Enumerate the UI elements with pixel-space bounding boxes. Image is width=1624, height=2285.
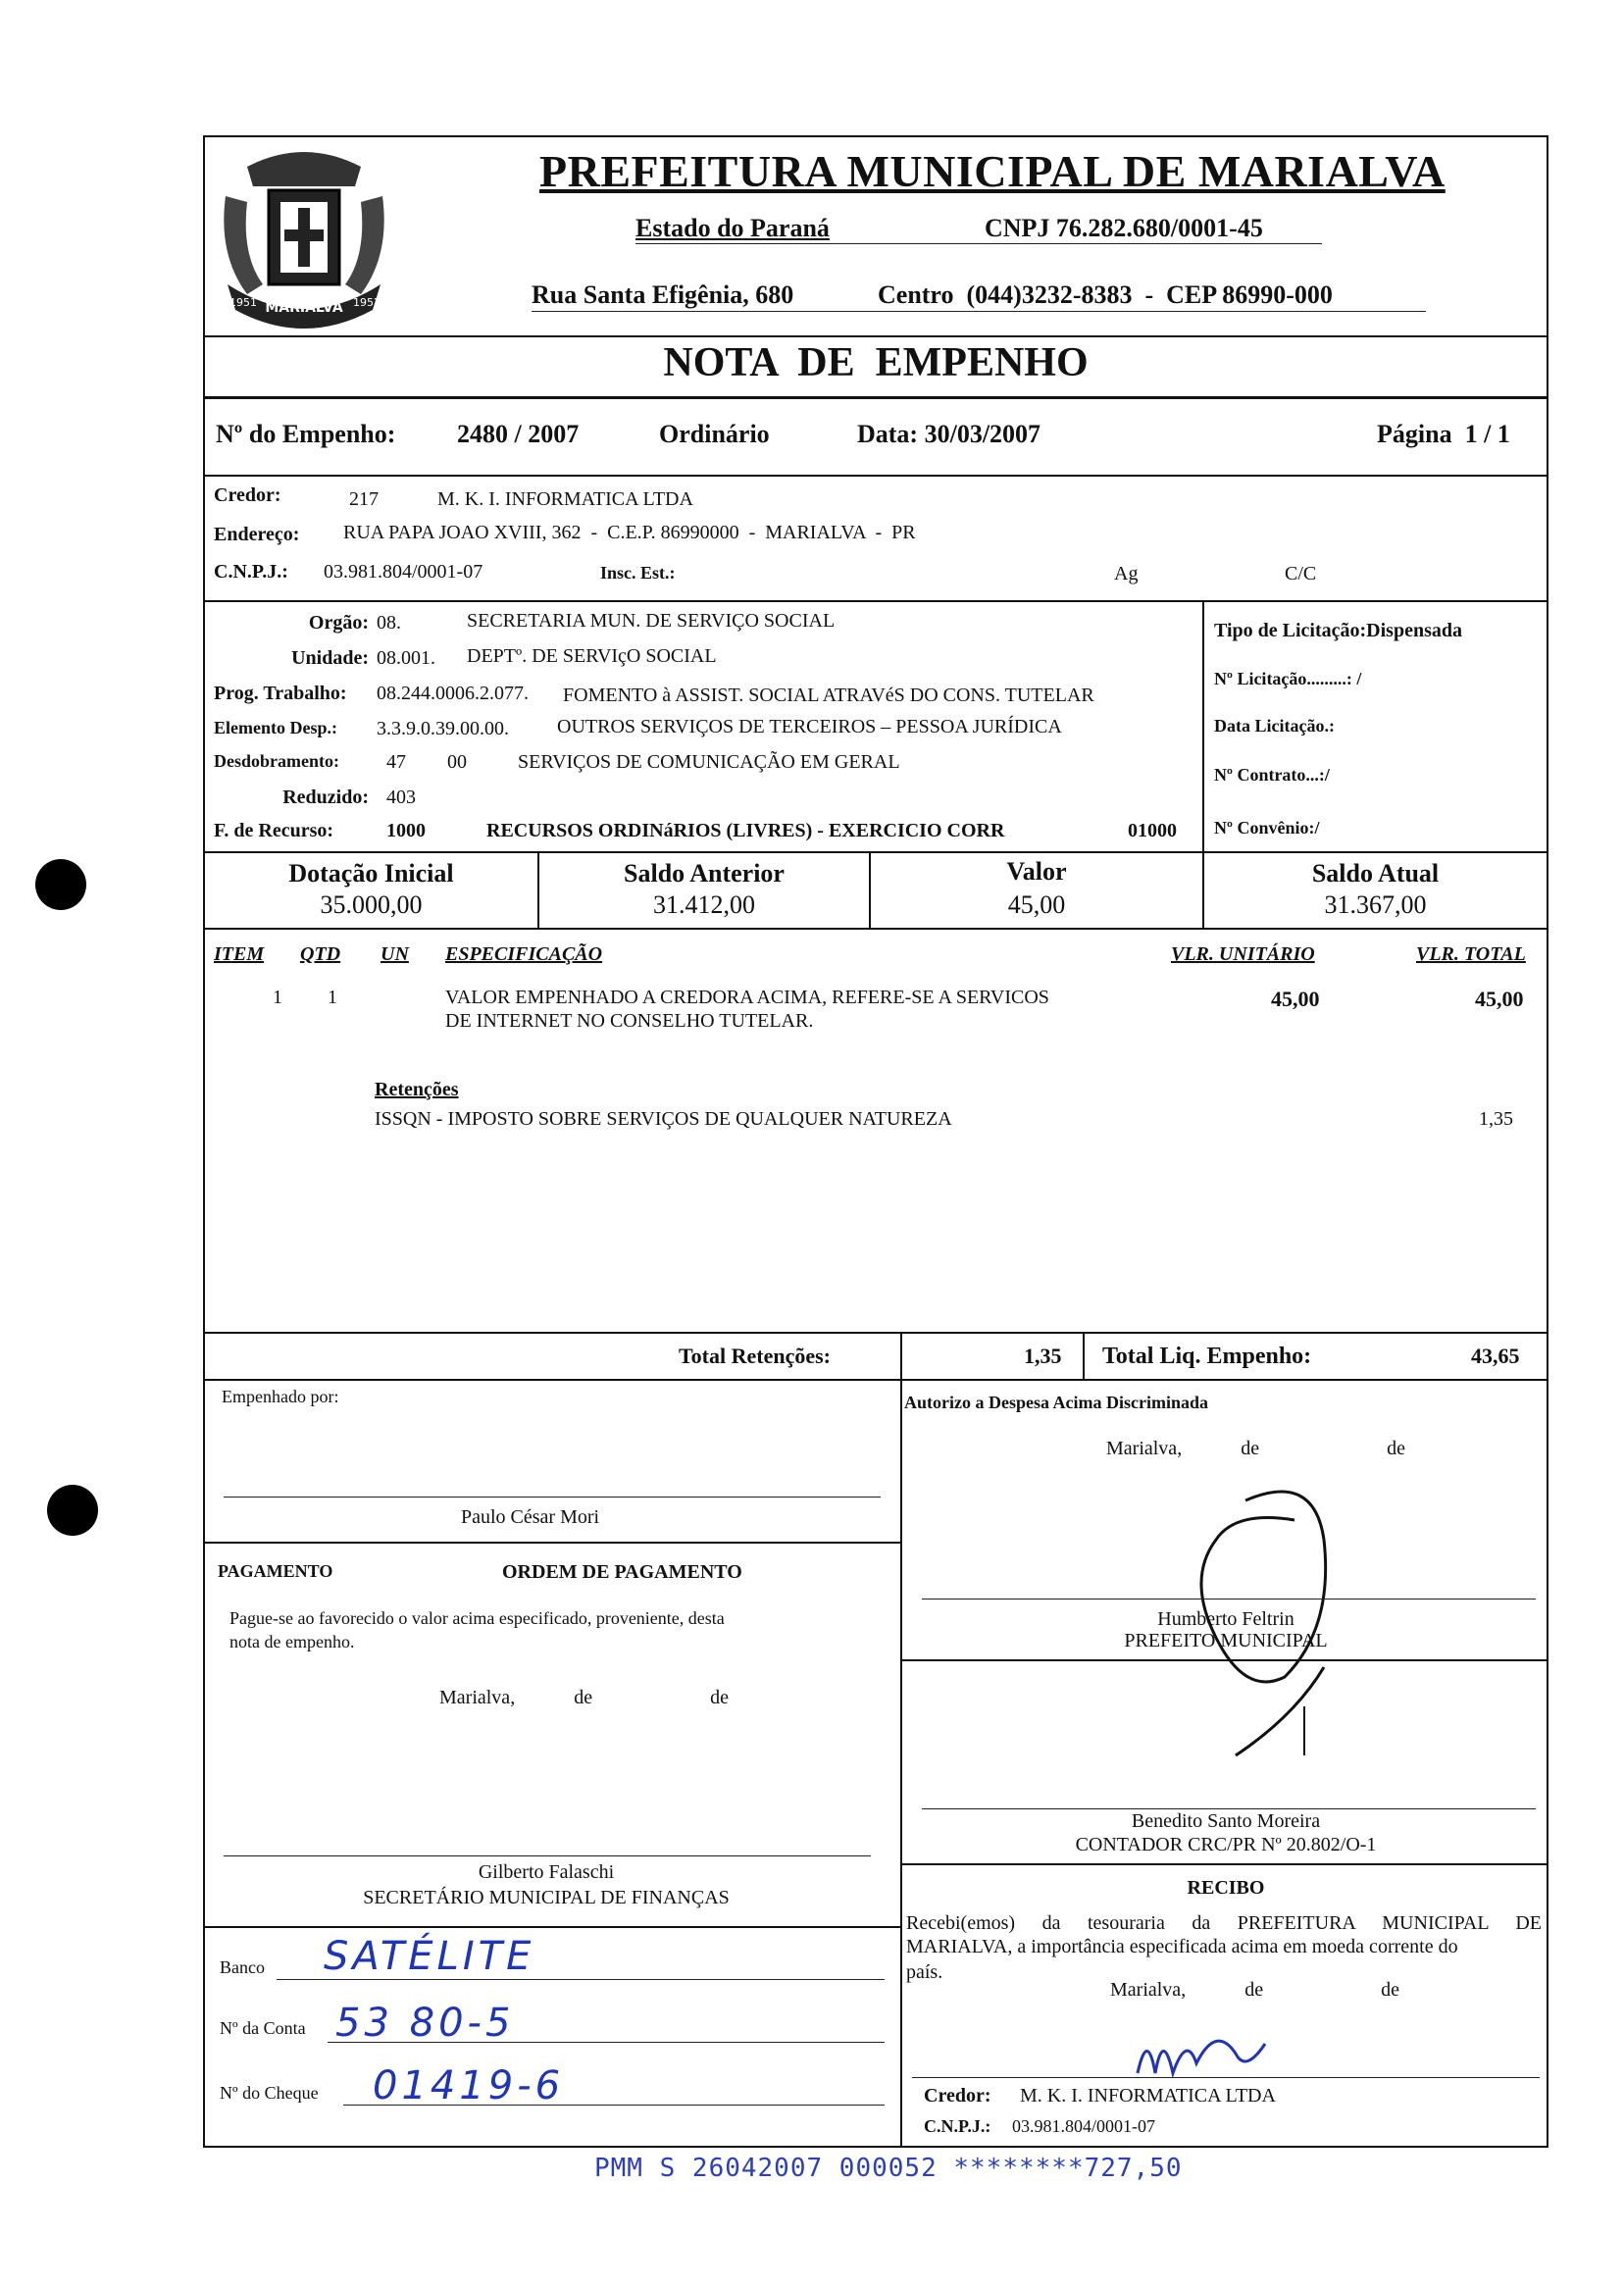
credor-code: 217: [349, 488, 379, 510]
desdob-name: SERVIÇOS DE COMUNICAÇÃO EM GERAL: [518, 751, 900, 773]
saldo-anterior-value: 31.412,00: [653, 890, 755, 919]
binder-hole-bottom: [47, 1485, 98, 1536]
header-cnpj: CNPJ 76.282.680/0001-45: [985, 214, 1263, 242]
cc-label: C/C: [1285, 563, 1317, 584]
header-title: PREFEITURA MUNICIPAL DE MARIALVA: [539, 146, 1446, 196]
row-item: 1: [273, 987, 282, 1008]
svg-text:1951: 1951: [229, 296, 257, 309]
contador-name: Benedito Santo Moreira: [1131, 1810, 1321, 1832]
reduzido-value: 403: [386, 787, 416, 808]
valor-label: Valor: [1006, 857, 1067, 886]
recurso-code2: 01000: [1128, 820, 1177, 841]
prog-label: Prog. Trabalho:: [214, 683, 347, 704]
pague-line2: nota de empenho.: [229, 1632, 355, 1651]
unidade-label: Unidade:: [291, 647, 369, 669]
empenhado-label: Empenhado por:: [222, 1387, 339, 1406]
recurso-name: RECURSOS ORDINáRIOS (LIVRES) - EXERCICIO CORR: [486, 820, 1005, 841]
col-item-header: ITEM: [214, 943, 265, 965]
conta-value: 53 80-5: [335, 2001, 515, 2046]
col-un-header: UN: [381, 943, 409, 965]
cheque-value: 01419-6: [373, 2063, 565, 2108]
row-total-value: 45,00: [1475, 987, 1524, 1011]
empenho-number-label: Nº do Empenho:: [216, 420, 396, 448]
total-liq-label: Total Liq. Empenho:: [1102, 1344, 1312, 1369]
credor-name: M. K. I. INFORMATICA LTDA: [437, 488, 693, 510]
banco-value: SATÉLITE: [324, 1934, 535, 1979]
autorizo-date-line: Marialva, de de: [1106, 1438, 1405, 1459]
total-retencoes-label: Total Retenções:: [679, 1344, 831, 1368]
contador-role: CONTADOR CRC/PR Nº 20.802/O-1: [1075, 1834, 1377, 1855]
row-unit-value: 45,00: [1271, 987, 1320, 1011]
cheque-print-stamp: PMM S 26042007 000052 ********727,50: [594, 2154, 1183, 2183]
endereco-label: Endereço:: [214, 524, 300, 545]
row-qtd: 1: [328, 987, 337, 1008]
header-state: Estado do Paraná: [635, 214, 830, 242]
orgao-code: 08.: [377, 612, 401, 634]
conta-label: Nº da Conta: [220, 2018, 306, 2038]
ordem-pagamento-label: ORDEM DE PAGAMENTO: [502, 1561, 742, 1583]
cheque-label: Nº do Cheque: [220, 2083, 319, 2103]
prog-name: FOMENTO à ASSIST. SOCIAL ATRAVéS DO CONS. TUTELAR: [563, 685, 1094, 706]
reduzido-label: Reduzido:: [282, 787, 369, 808]
retencao-desc: ISSQN - IMPOSTO SOBRE SERVIÇOS DE QUALQUER NATUREZA: [375, 1108, 952, 1130]
recibo-line2: MARIALVA, a importância especificada acima em moeda corrente do: [906, 1936, 1458, 1957]
tipo-licitacao: Tipo de Licitação:Dispensada: [1214, 620, 1462, 641]
recibo-credor-name: M. K. I. INFORMATICA LTDA: [1020, 2085, 1276, 2107]
empenho-type: Ordinário: [659, 420, 770, 448]
n-contrato: Nº Contrato...:/: [1214, 765, 1330, 785]
credor-signature: [1128, 2024, 1275, 2093]
cnpj-value: 03.981.804/0001-07: [324, 561, 483, 583]
col-vlr-unitario-header: VLR. UNITÁRIO: [1171, 943, 1315, 965]
binder-hole-top: [35, 859, 86, 910]
orgao-label: Orgão:: [308, 612, 369, 634]
row-spec-line1: VALOR EMPENHADO A CREDORA ACIMA, REFERE-SE A SERVICOS: [445, 987, 1049, 1008]
total-retencoes-value: 1,35: [1024, 1344, 1062, 1368]
header-address: Rua Santa Efigênia, 680: [532, 280, 794, 309]
empenho-number: 2480 / 2007: [457, 420, 580, 448]
unidade-code: 08.001.: [377, 647, 435, 669]
recibo-title: RECIBO: [1187, 1877, 1265, 1899]
elemento-label: Elemento Desp.:: [214, 718, 337, 737]
svg-text:MARIALVA: MARIALVA: [265, 300, 343, 316]
saldo-atual-label: Saldo Atual: [1311, 859, 1440, 888]
valor-value: 45,00: [1007, 890, 1066, 919]
data-licitacao: Data Licitação.:: [1214, 716, 1335, 736]
prefeito-name: Humberto Feltrin: [1157, 1608, 1294, 1630]
col-especificacao-header: ESPECIFICAÇÃO: [445, 943, 603, 965]
credor-label: Credor:: [214, 484, 281, 506]
desdob-code2: 00: [447, 751, 467, 773]
total-liq-value: 43,65: [1471, 1344, 1520, 1368]
autorizo-label: Autorizo a Despesa Acima Discriminada: [904, 1393, 1208, 1412]
secretario-name: Gilberto Falaschi: [478, 1861, 615, 1883]
insc-est-label: Insc. Est.:: [600, 563, 676, 583]
empenho-date: Data: 30/03/2007: [857, 420, 1041, 448]
pague-line1: Pague-se ao favorecido o valor acima especificado, proveniente, desta: [229, 1608, 725, 1628]
n-convenio: Nº Convênio:/: [1214, 818, 1320, 838]
retencao-value: 1,35: [1479, 1108, 1513, 1130]
recibo-line3: país.: [906, 1961, 943, 1983]
prefeito-role: PREFEITO MUNICIPAL: [1124, 1630, 1328, 1651]
n-licitacao: Nº Licitação.........: /: [1214, 669, 1362, 688]
unidade-name: DEPTº. DE SERVIçO SOCIAL: [467, 645, 717, 667]
saldo-anterior-label: Saldo Anterior: [624, 859, 785, 888]
prog-code: 08.244.0006.2.077.: [377, 683, 529, 704]
desdob-label: Desdobramento:: [214, 751, 339, 771]
cnpj-label: C.N.P.J.:: [214, 561, 288, 583]
orgao-name: SECRETARIA MUN. DE SERVIÇO SOCIAL: [467, 610, 836, 632]
saldo-atual-value: 31.367,00: [1324, 890, 1427, 919]
banco-label: Banco: [220, 1957, 265, 1977]
endereco-value: RUA PAPA JOAO XVIII, 362 - C.E.P. 86990000 - MARIALVA - PR: [343, 522, 916, 543]
document-title: NOTA DE EMPENHO: [663, 340, 1089, 385]
recibo-date-line: Marialva, de de: [1110, 1979, 1399, 2001]
empenho-page: Página 1 / 1: [1377, 420, 1510, 448]
svg-text:1952: 1952: [353, 296, 381, 309]
dotacao-value: 35.000,00: [320, 890, 423, 919]
recurso-label: F. de Recurso:: [214, 820, 334, 841]
header-contact: Centro (044)3232-8383 - CEP 86990-000: [878, 280, 1333, 309]
secretario-role: SECRETÁRIO MUNICIPAL DE FINANÇAS: [363, 1887, 730, 1908]
ag-label: Ag: [1114, 563, 1139, 584]
pagamento-label: PAGAMENTO: [218, 1561, 333, 1581]
col-qtd-header: QTD: [300, 943, 341, 965]
retencoes-title: Retenções: [375, 1079, 459, 1100]
recibo-line1: Recebi(emos) da tesouraria da PREFEITURA MUNICIPAL DE: [906, 1912, 1542, 1934]
desdob-code1: 47: [386, 751, 406, 773]
ordem-date-line: Marialva, de de: [439, 1687, 729, 1708]
elemento-name: OUTROS SERVIÇOS DE TERCEIROS – PESSOA JURÍDICA: [557, 716, 1062, 737]
empenhado-name: Paulo César Mori: [461, 1506, 600, 1528]
col-vlr-total-header: VLR. TOTAL: [1416, 943, 1526, 965]
municipal-seal: [208, 137, 400, 333]
dotacao-label: Dotação Inicial: [288, 859, 454, 888]
recibo-cnpj-label: C.N.P.J.:: [924, 2116, 991, 2136]
recibo-credor-label: Credor:: [924, 2085, 991, 2107]
recibo-cnpj-value: 03.981.804/0001-07: [1012, 2116, 1155, 2136]
recurso-code: 1000: [386, 820, 426, 841]
row-spec-line2: DE INTERNET NO CONSELHO TUTELAR.: [445, 1010, 814, 1032]
elemento-code: 3.3.9.0.39.00.00.: [377, 718, 509, 739]
